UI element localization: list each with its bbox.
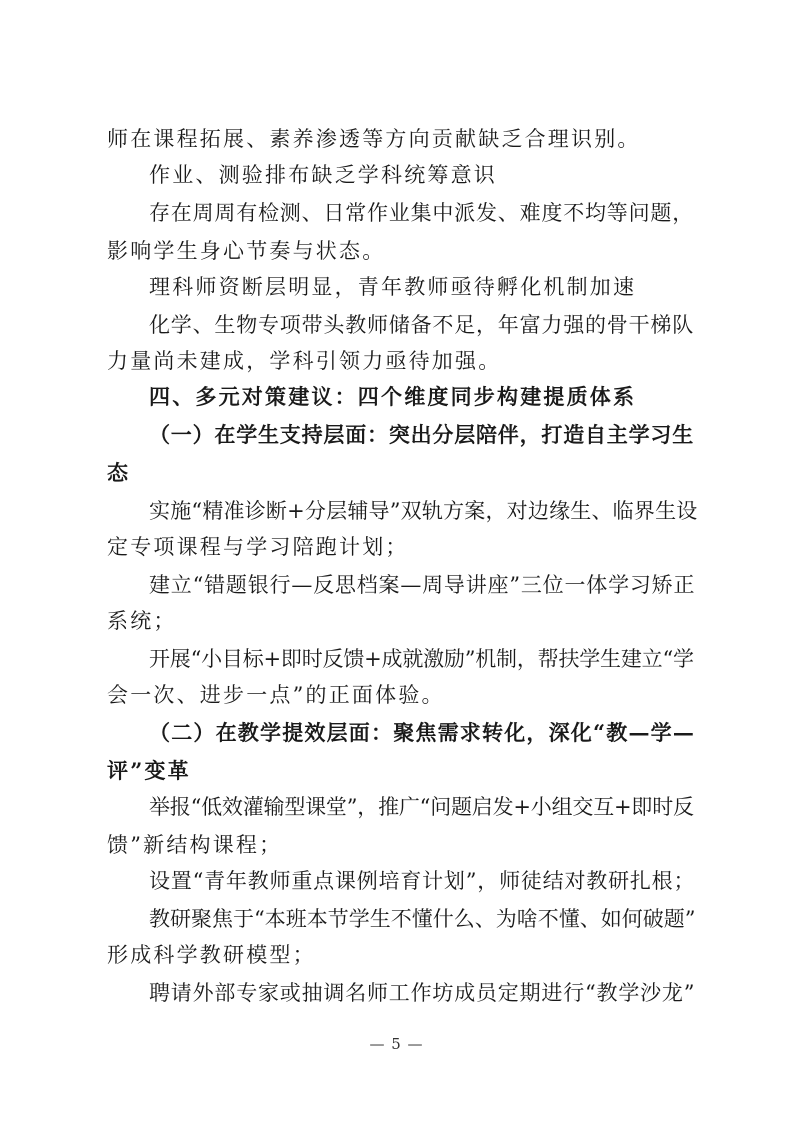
body-line: 形成科学教研模型； <box>107 943 316 967</box>
body-line: 存在周周有检测、日常作业集中派发、难度不均等问题， <box>149 201 694 225</box>
body-line: 教研聚焦于“本班本节学生不懂什么、为啥不懂、如何破题” <box>149 907 696 931</box>
page-number: — 5 — <box>369 1035 424 1053</box>
body-line: 建立“错题银行—反思档案—周导讲座”三位一体学习矫正 <box>149 573 696 597</box>
body-line: 系统； <box>107 609 177 633</box>
body-line: 馈”新结构课程； <box>107 833 283 857</box>
body-line: 影响学生身心节奏与状态。 <box>107 239 386 263</box>
body-line: 作业、测验排布缺乏学科统筹意识 <box>149 163 497 187</box>
body-line: 实施“精准诊断+分层辅导”双轨方案，对边缘生、临界生设 <box>149 499 698 523</box>
body-line: 理科师资断层明显，青年教师亟待孵化机制加速 <box>149 275 637 299</box>
body-line: 师在课程拓展、素养渗透等方向贡献缺乏合理识别。 <box>107 127 641 151</box>
subsection-heading: （二）在教学提效层面：聚焦需求转化，深化“教—学— <box>149 720 696 745</box>
body-line: 设置“青年教师重点课例培育计划”，师徒结对教研扎根； <box>149 869 696 893</box>
body-line: 化学、生物专项带头教师储备不足，年富力强的骨干梯队 <box>149 313 694 337</box>
body-line: 举报“低效灌输型课堂”，推广“问题启发+小组交互+即时反 <box>149 795 694 819</box>
body-line: 定专项课程与学习陪跑计划； <box>107 535 409 559</box>
body-line: 聘请外部专家或抽调名师工作坊成员定期进行“教学沙龙” <box>149 981 696 1005</box>
subsection-heading: 评”变革 <box>107 758 191 783</box>
section-heading: 四、多元对策建议：四个维度同步构建提质体系 <box>149 384 637 409</box>
body-line: 会一次、进步一点”的正面体验。 <box>107 683 445 707</box>
subsection-heading: （一）在学生支持层面：突出分层陪伴，打造自主学习生 <box>149 422 694 447</box>
subsection-heading: 态 <box>107 460 131 485</box>
body-line: 力量尚未建成，学科引领力亟待加强。 <box>107 349 502 373</box>
body-line: 开展“小目标+即时反馈+成就激励”机制，帮扶学生建立“学 <box>149 647 694 671</box>
